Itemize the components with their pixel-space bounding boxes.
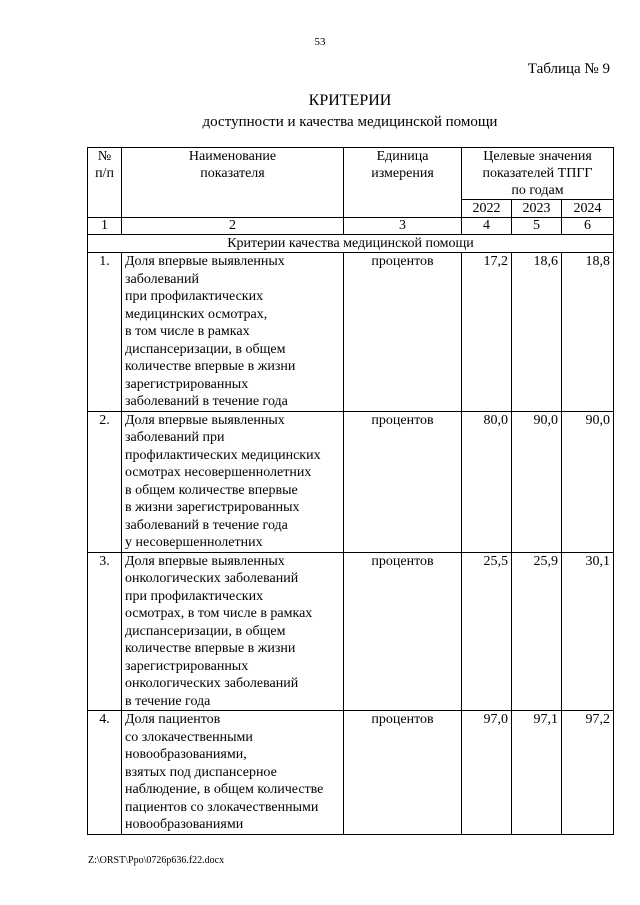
value-2022: 80,0 (462, 411, 512, 552)
value-2022: 17,2 (462, 253, 512, 412)
table-label: Таблица № 9 (527, 61, 610, 77)
column-number: 1 (88, 218, 122, 235)
column-number: 2 (122, 218, 344, 235)
unit-cell: процентов (344, 253, 462, 412)
table-row (88, 552, 614, 711)
criteria-table (87, 147, 614, 835)
indicator-name: Доля пациентов со злокачественными новообразованиями, взятых под диспансерное наблюдение, в общем количестве пациентов со злокачественными новообразованиями (122, 711, 344, 835)
section-title: Критерии качества медицинской помощи (88, 235, 614, 253)
row-number: 3. (88, 552, 122, 711)
unit-cell: процентов (344, 711, 462, 835)
column-number: 5 (512, 218, 562, 235)
indicator-name: Доля впервые выявленных онкологических заболеваний при профилактических осмотрах, в том числе в рамках диспансеризации, в общем количестве впервые в жизни зарегистрированных онкологических заболеваний в течение года (122, 552, 344, 711)
row-number: 1. (88, 253, 122, 412)
footer-file-path: Z:\ORST\Ppo\0726p636.f22.docx (88, 855, 225, 866)
value-2023: 18,6 (512, 253, 562, 412)
header-number: № п/п (88, 148, 122, 218)
header-unit: Единица измерения (344, 148, 462, 218)
document-title: КРИТЕРИИ (308, 92, 392, 109)
column-number: 4 (462, 218, 512, 235)
document-subtitle: доступности и качества медицинской помощи (202, 114, 498, 130)
header-target-values: Целевые значения показателей ТПГГ по годам (462, 148, 614, 200)
header-year-2022: 2022 (462, 200, 512, 218)
value-2024: 30,1 (562, 552, 614, 711)
page-number: 53 (314, 36, 326, 48)
column-number: 3 (344, 218, 462, 235)
unit-cell: процентов (344, 552, 462, 711)
value-2022: 97,0 (462, 711, 512, 835)
value-2024: 18,8 (562, 253, 614, 412)
value-2023: 25,9 (512, 552, 562, 711)
value-2024: 90,0 (562, 411, 614, 552)
table-row (88, 253, 614, 412)
value-2024: 97,2 (562, 711, 614, 835)
header-indicator-name: Наименование показателя (122, 148, 344, 218)
row-number: 4. (88, 711, 122, 835)
indicator-name: Доля впервые выявленных заболеваний при профилактических медицинских осмотрах несовершеннолетних в общем количестве впервые в жизни зарегистрированных заболеваний в течение года у несовершеннолетних (122, 411, 344, 552)
value-2023: 90,0 (512, 411, 562, 552)
table-row (88, 411, 614, 552)
value-2022: 25,5 (462, 552, 512, 711)
indicator-name: Доля впервые выявленных заболеваний при профилактических медицинских осмотрах, в том числе в рамках диспансеризации, в общем количестве впервые в жизни зарегистрированных заболеваний в течение года (122, 253, 344, 412)
section-row (88, 235, 614, 253)
table-row (88, 711, 614, 835)
unit-cell: процентов (344, 411, 462, 552)
header-year-2023: 2023 (512, 200, 562, 218)
value-2023: 97,1 (512, 711, 562, 835)
row-number: 2. (88, 411, 122, 552)
column-number: 6 (562, 218, 614, 235)
column-number-row (88, 218, 614, 235)
header-year-2024: 2024 (562, 200, 614, 218)
